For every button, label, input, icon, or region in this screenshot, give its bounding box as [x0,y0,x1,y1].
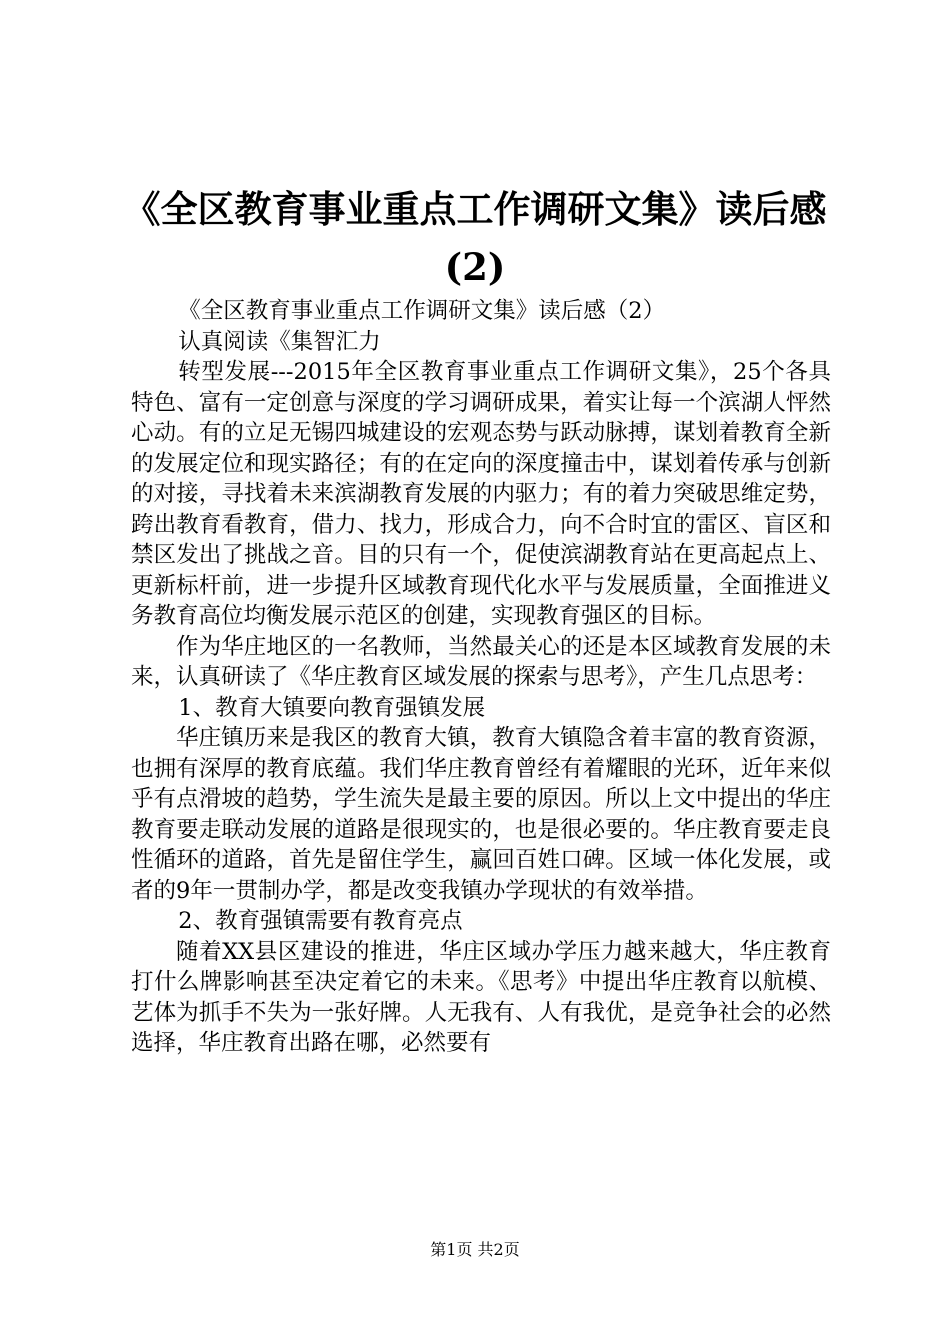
paragraph: 随着XX县区建设的推进，华庄区域办学压力越来越大，华庄教育打什么牌影响甚至决定着它的未来。《思考》中提出华庄教育以航模、艺体为抓手不失为一张好牌。人无我有、人有我优，是竞争社会的必然选择，华庄教育出路在哪，必然要有 [131,938,831,1056]
document-subtitle: 《全区教育事业重点工作调研文集》读后感（2） [178,298,666,324]
paragraph: 华庄镇历来是我区的教育大镇，教育大镇隐含着丰富的教育资源，也拥有深厚的教育底蕴。我们华庄教育曾经有着耀眼的光环，近年来似乎有点滑坡的趋势，学生流失是最主要的原因。所以上文中提出的华庄教育要走联动发展的道路是很现实的，也是很必要的。华庄教育要走良性循环的道路，首先是留住学生，赢回百姓口碑。区域一体化发展，或者的9年一贯制办学，都是改变我镇办学现状的有效举措。 [131,725,831,904]
paragraph: 转型发展---2015年全区教育事业重点工作调研文集》，25个各具特色、富有一定创意与深度的学习调研成果，着实让每一个滨湖人怦然心动。有的立足无锡四城建设的宏观态势与跃动脉搏，谋划着教育全新的发展定位和现实路径；有的在定向的深度撞击中，谋划着传承与创新的对接，寻找着未来滨湖教育发展的内驱力；有的着力突破思维定势，跨出教育看教育，借力、找力，形成合力，向不合时宜的雷区、盲区和禁区发出了挑战之音。目的只有一个，促使滨湖教育站在更高起点上、更新标杆前，进一步提升区域教育现代化水平与发展质量，全面推进义务教育高位均衡发展示范区的创建，实现教育强区的目标。 [131,359,831,629]
document-title: 《全区教育事业重点工作调研文集》读后感 [123,187,827,231]
document-title-suffix: (2) [444,245,506,289]
document-body [131,296,831,1059]
section-heading: 2、教育强镇需要有教育亮点 [178,908,463,934]
page-footer: 第1页 共2页 [430,1240,520,1259]
lead-line: 认真阅读《集智汇力 [178,328,381,355]
section-heading: 1、教育大镇要向教育强镇发展 [178,694,486,721]
paragraph: 作为华庄地区的一名教师，当然最关心的还是本区域教育发展的未来，认真研读了《华庄教育区域发展的探索与思考》，产生几点思考： [131,633,831,690]
